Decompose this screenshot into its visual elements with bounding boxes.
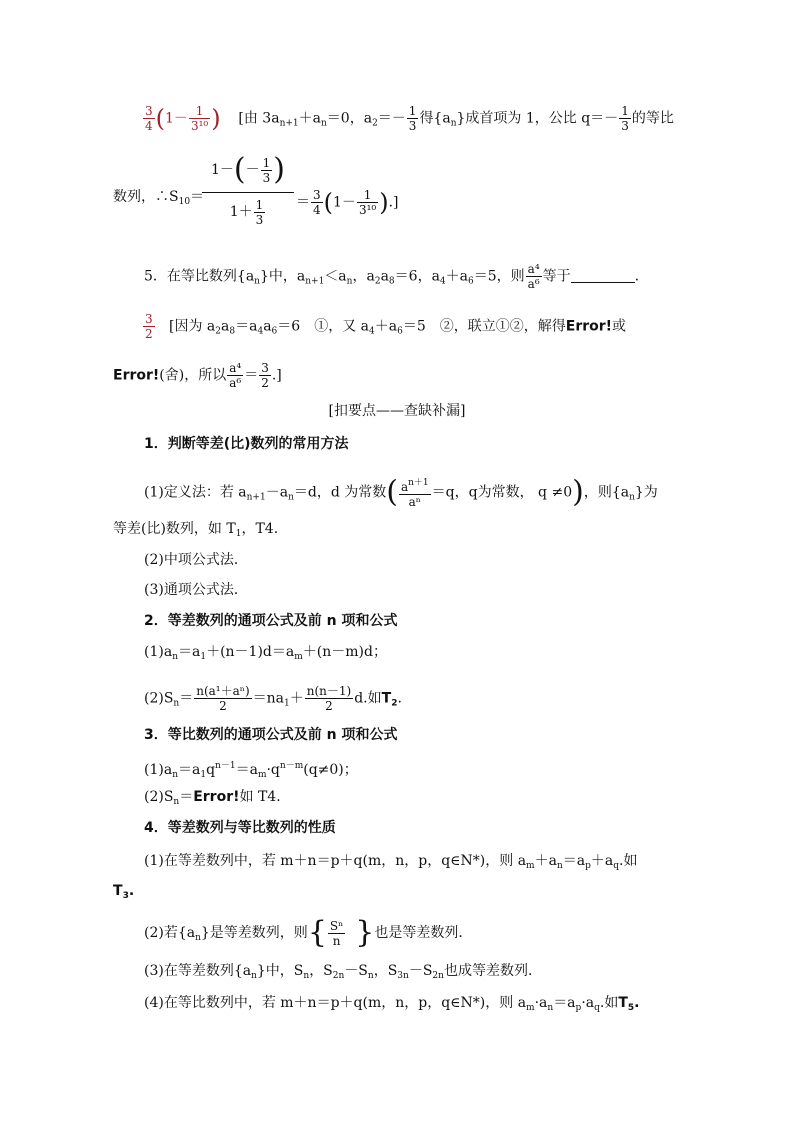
heading-2: 2．等差数列的通项公式及前 n 项和公式: [144, 613, 398, 629]
s10-big-fraction: 1－(－ $\frac{1}{3}$ ) 1＋ $\frac{1}{3}$: [202, 152, 294, 227]
p4-geometric-property: (4)在等比数列中，若 m＋n＝p＋q(m，n，p，q∈N*)，则 $a_m\cdot a_n=a_p\cdot a_q$.如$T_5$.: [144, 995, 640, 1013]
heading-3: 3．等比数列的通项公式及前 n 项和公式: [144, 727, 398, 743]
question-5: 5．在等比数列$\{a_n\}$中，$a_{n+1}<a_n$，$a_2a_8=6$，$a_4+a_6=5$，则 $\frac{\text{a⁴}}{\text{a⁶}}$ 等于 .: [144, 262, 640, 291]
answer-5-line2: Error!(舍)，所以 $\frac{\text{a⁴}}{\text{a⁶}}$ ＝ $\frac{3}{2}$ .]: [113, 361, 282, 390]
section-title: [扣要点——查缺补漏]: [328, 403, 466, 419]
answer-4-line2: 数列，$\therefore S_{10}=$: [113, 189, 205, 207]
p4-sn-over-n: (2)若$\{a_n\}$是等差数列，则{ $\frac{\text{Sⁿ}}{n}$ }也是等差数列．: [144, 915, 473, 950]
answer-5-line1: $\frac{3}{2}$ [因为 $a_2a_8=a_4a_6=6$ ①，又 $a_4+a_6=5$ ②，联立①②，解得Error!或: [145, 312, 627, 341]
answer-4-line2-tail: ＝ $\frac{3}{4}$ (1－ $\frac{1}{\text{3¹⁰}}$ ).]: [296, 188, 399, 217]
answer-4-line1: $\frac{3}{4}$ (1－ $\frac{1}{\text{3¹⁰}}$ ) [由 $3a_{n+1}+a_n=0$，$a_2=-$ $\frac{1}{3}$ 得$\{a_n\}$成首项为 1，公比 q＝－ $\frac{1}{3}$ 的等比: [145, 104, 674, 133]
answer-blank: [571, 270, 635, 283]
answer-5-value: $\frac{3}{2}$: [145, 312, 153, 341]
heading-4: 4．等差数列与等比数列的性质: [144, 820, 336, 836]
answer-coef-fraction: $\frac{3}{4}$: [145, 104, 153, 133]
p1-middle-term: (2)中项公式法．: [144, 552, 248, 568]
answer-inner-fraction: $\frac{1}{\text{3¹⁰}}$: [190, 104, 209, 133]
p1-general-term: (3)通项公式法．: [144, 582, 248, 598]
p1-definition-cont: 等差(比)数列，如 $T_1$，T4.: [113, 521, 279, 539]
p2-sum: $(2)S_n=$ $\frac{\text{n(a¹＋aⁿ)}}{2}$ $=na_1+$ $\frac{n(n-1)}{2}$ d.如$T_2$.: [144, 684, 402, 713]
p1-definition: (1)定义法：若 $a_{n+1}-a_n=d$，d 为常数( $\frac{a^{n+1}}{\text{aⁿ}}$ ＝q，q为常数， q ≠0)，则$\{a_n\}$为: [144, 474, 658, 510]
p3-sum: $(2)S_n=Error$!如 T4.: [144, 789, 281, 807]
p4-arithmetic-property: (1)在等差数列中，若 m＋n＝p＋q(m，n，p，q∈N*)，则 $a_m+a_n=a_p+a_q$.如: [144, 853, 638, 871]
p2-general: $(1)a_n=a_1+(n-1)d=a_m+(n-m)d$；: [144, 644, 387, 662]
p4-partial-sums: (3)在等差数列$\{a_n\}$中，$S_n$，$S_{2n}-S_n$，$S_{3n}-S_{2n}$也成等差数列．: [144, 963, 542, 981]
p3-general: $(1)a_n=a_1q^{n-1}=a_m\cdot q^{n-m}(q\ne 0)$；: [144, 761, 358, 780]
p4-arithmetic-ref: $T_3$.: [113, 883, 135, 901]
heading-1: 1．判断等差(比)数列的常用方法: [144, 436, 349, 452]
